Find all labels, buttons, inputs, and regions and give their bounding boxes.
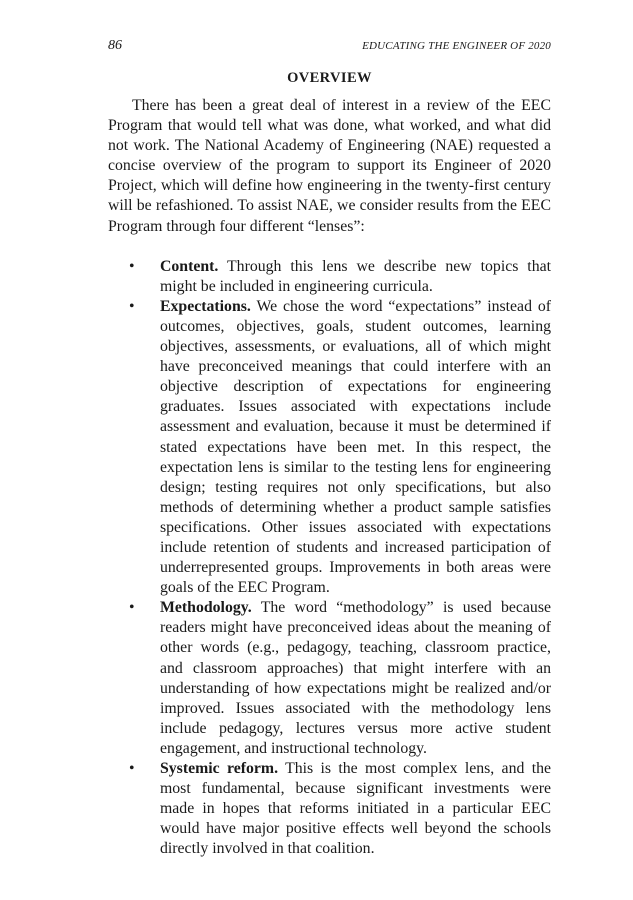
lens-description: The word “methodology” is used because readers might have preconceived ideas about the meaning of other words (e.g., pedagogy, teaching, classroom practice, and classroom approaches) that might interfere with an understanding of how expectations might be realized and/or improved. Issues associated with the methodology lens include pedagogy, lectures versus more active student engagement, and instructional technology. [160,599,551,757]
lens-item-content [108,257,551,297]
page-number: 86 [108,38,122,53]
lens-term: Systemic reform. [160,760,279,777]
lens-item-expectations [108,297,551,598]
running-head [108,38,551,56]
section-heading: OVERVIEW [287,70,372,86]
lens-item-systemic-reform [108,759,551,859]
bullet-mark: • [129,257,135,275]
intro-paragraph: There has been a great deal of interest in a review of the EEC Program that would tell what was done, what worked, and what did not work. The National Academy of Engineering (NAE) requested a concise overview of the program to support its Engineer of 2020 Project, which will define how engineering in the twenty-first century will be refashioned. To assist NAE, we consider results from the EEC Program through four different “lenses”: [108,97,551,235]
lens-description: This is the most complex lens, and the most fundamental, because significant investments were made in hopes that reforms initiated in a particular EEC would have major positive effects well beyond the schools directly involved in that coalition. [160,760,551,858]
lens-list [108,257,551,860]
lens-description: We chose the word “expectations” instead of outcomes, objectives, goals, student outcomes, learning objectives, assessments, or evaluations, all of which might have preconceived meanings that could interfere with an objective description of expectations for engineering graduates. Issues associated with expectations include assessment and evaluation, because it must be determined if stated expectations have been met. In this respect, the expectation lens is similar to the testing lens for engineering design; testing requires not only specifications, but also methods of determining whether a product sample satisfies specifications. Other issues associated with expectations include retention of students and increased participation of underrepresented groups. Improvements in both areas were goals of the EEC Program. [160,297,552,597]
lens-item-methodology [108,598,551,759]
lens-term: Methodology. [160,599,252,617]
lens-term: Expectations. [160,297,251,315]
lens-term: Content. [160,257,219,275]
running-title: EDUCATING THE ENGINEER OF 2020 [362,40,551,52]
bullet-mark: • [129,599,135,617]
bullet-mark: • [129,297,135,315]
body-text [108,96,551,859]
bullet-mark: • [129,760,135,777]
lens-description: Through this lens we describe new topics that might be included in engineering curricula. [160,257,551,295]
